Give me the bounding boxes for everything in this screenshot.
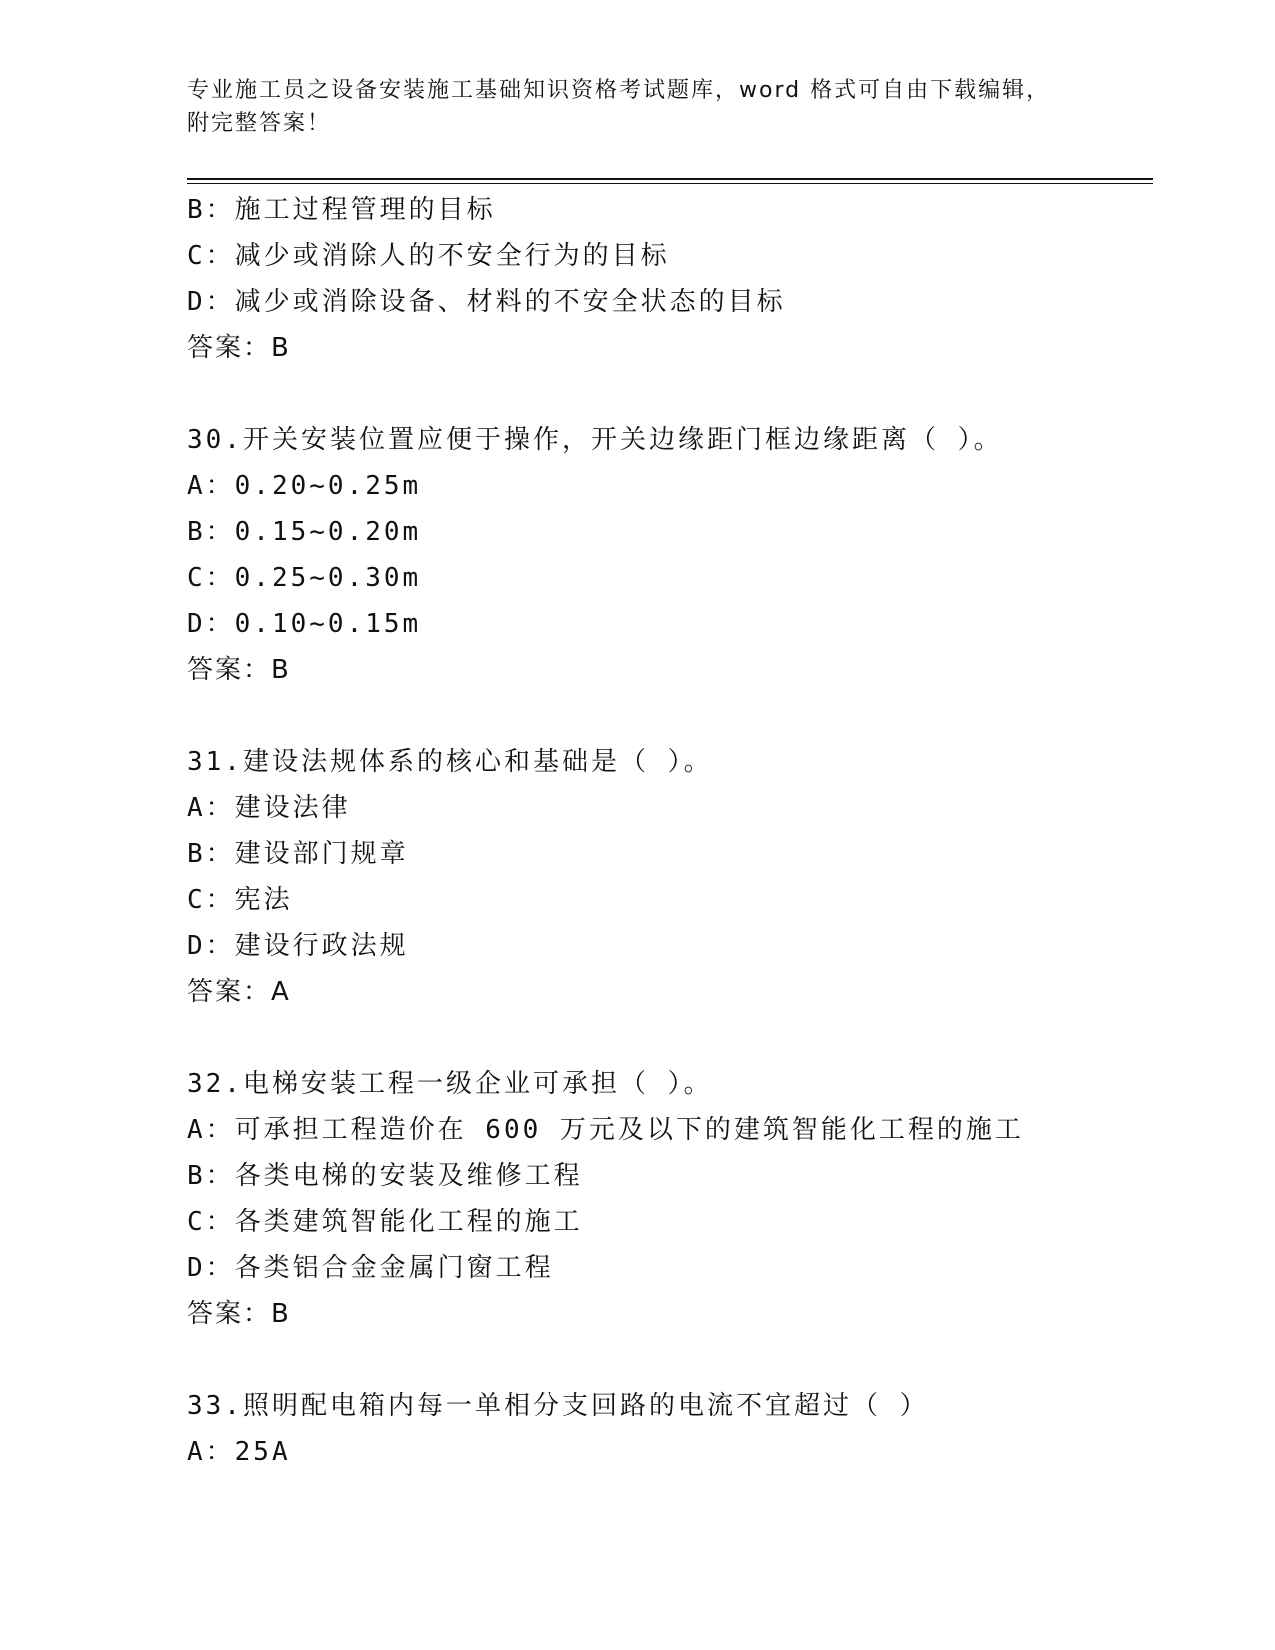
option-a: A：可承担工程造价在 600 万元及以下的建筑智能化工程的施工 xyxy=(187,1115,1024,1145)
option-b: B：建设部门规章 xyxy=(187,839,409,869)
option-c: C：各类建筑智能化工程的施工 xyxy=(187,1207,583,1237)
option-d: D：0.10~0.15m xyxy=(187,609,422,639)
answer-line: 答案：A xyxy=(187,977,291,1007)
option-c: C：0.25~0.30m xyxy=(187,563,422,593)
option-a: A：建设法律 xyxy=(187,793,351,823)
header-line-2: 附完整答案！ xyxy=(187,111,332,136)
spacer xyxy=(187,693,1153,739)
option-d: D：建设行政法规 xyxy=(187,931,409,961)
header-divider-thin xyxy=(187,183,1153,184)
question-30 xyxy=(187,417,1153,693)
question-text: 33.照明配电箱内每一单相分支回路的电流不宜超过（ ） xyxy=(187,1391,929,1421)
question-text: 31.建设法规体系的核心和基础是（ ）。 xyxy=(187,747,713,777)
option-d: D：各类铝合金金属门窗工程 xyxy=(187,1253,554,1283)
document-header xyxy=(187,74,1087,140)
spacer xyxy=(187,371,1153,417)
option-c: C：减少或消除人的不安全行为的目标 xyxy=(187,241,670,271)
question-29 xyxy=(187,187,1153,371)
answer-line: 答案：B xyxy=(187,1299,291,1329)
question-text: 30.开关安装位置应便于操作，开关边缘距门框边缘距离（ ）。 xyxy=(187,425,1003,455)
header-divider-thick xyxy=(187,178,1153,180)
option-b: B：施工过程管理的目标 xyxy=(187,195,496,225)
question-31 xyxy=(187,739,1153,1015)
spacer xyxy=(187,1337,1153,1383)
answer-line: 答案：B xyxy=(187,655,291,685)
option-b: B：0.15~0.20m xyxy=(187,517,422,547)
question-text: 32.电梯安装工程一级企业可承担（ ）。 xyxy=(187,1069,713,1099)
option-c: C：宪法 xyxy=(187,885,293,915)
answer-line: 答案：B xyxy=(187,333,291,363)
option-b: B：各类电梯的安装及维修工程 xyxy=(187,1161,583,1191)
header-line-1: 专业施工员之设备安装施工基础知识资格考试题库，word 格式可自由下载编辑， xyxy=(187,78,1051,103)
question-33 xyxy=(187,1383,1153,1475)
option-a: A：25A xyxy=(187,1437,291,1467)
option-a: A：0.20~0.25m xyxy=(187,471,422,501)
question-list xyxy=(187,187,1153,1475)
spacer xyxy=(187,1015,1153,1061)
question-32 xyxy=(187,1061,1153,1337)
option-d: D：减少或消除设备、材料的不安全状态的目标 xyxy=(187,287,786,317)
